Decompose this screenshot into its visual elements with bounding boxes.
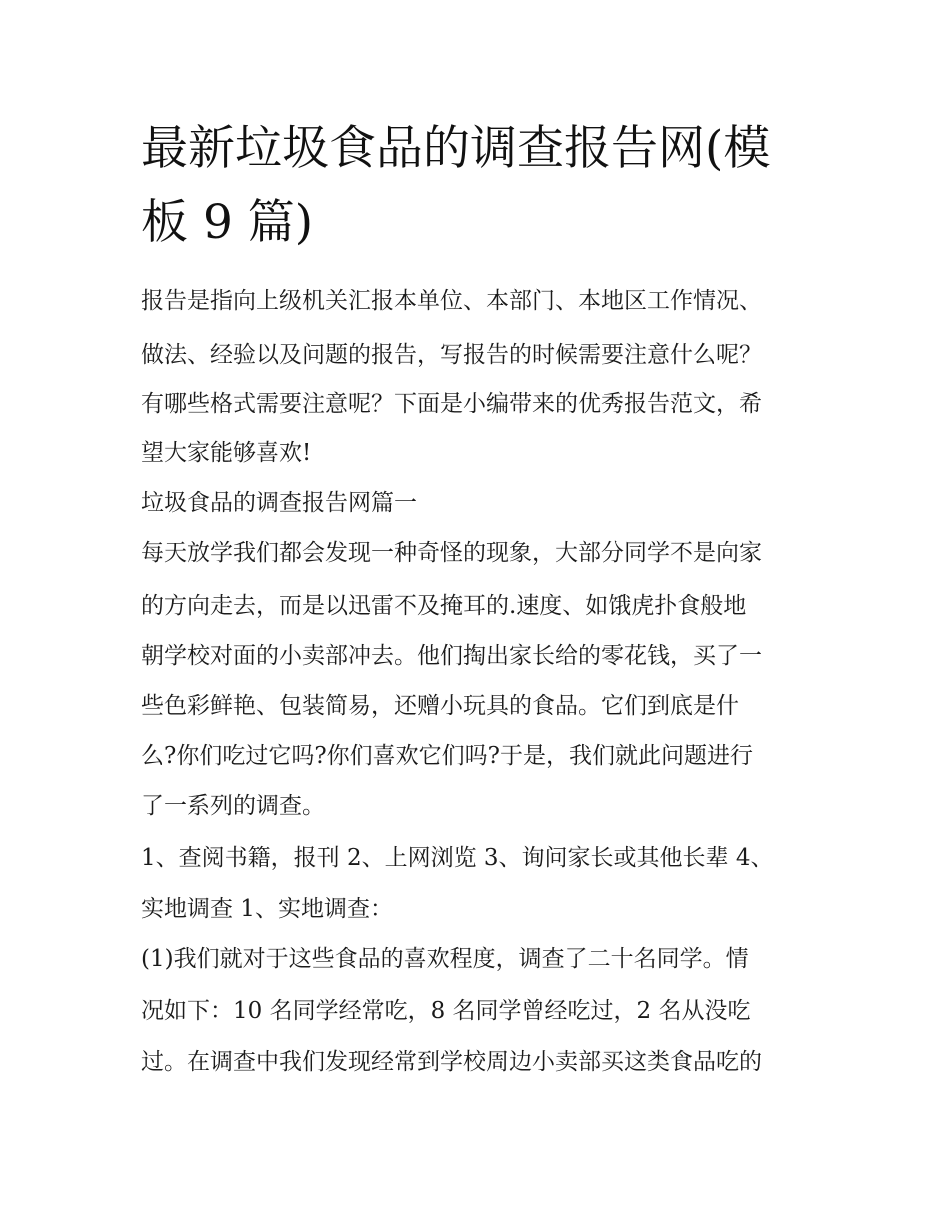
paragraph-line: 些色彩鲜艳、包装简易，还赠小玩具的食品。它们到底是什 [141,693,739,719]
paragraph-line: 况如下：10 名同学经常吃，8 名同学曾经吃过，2 名从没吃 [141,998,751,1024]
paragraph-line: 了一系列的调查。 [141,793,325,819]
document-title [141,112,821,260]
paragraph-line: 朝学校对面的小卖部冲去。他们掏出家长给的零花钱，买了一 [141,643,762,669]
paragraph-line: 的方向走去，而是以迅雷不及掩耳的.速度、如饿虎扑食般地 [141,593,747,619]
section-heading: 垃圾食品的调查报告网篇一 [141,490,417,516]
paragraph-line: 1、查阅书籍，报刊 2、上网浏览 3、询问家长或其他长辈 4、 [141,845,774,871]
intro-line: 望大家能够喜欢! [141,440,312,466]
title-line-2: 板 9 篇) [141,195,314,250]
intro-line: 做法、经验以及问题的报告，写报告的时候需要注意什么呢？ [141,342,762,368]
paragraph-line: 每天放学我们都会发现一种奇怪的现象，大部分同学不是向家 [141,540,762,566]
paragraph-line: 么?你们吃过它吗?你们喜欢它们吗?于是，我们就此问题进行 [141,743,753,769]
intro-line: 有哪些格式需要注意呢？下面是小编带来的优秀报告范文，希 [141,391,762,417]
paragraph-line: 过。在调查中我们发现经常到学校周边小卖部买这类食品吃的 [141,1049,762,1075]
intro-line: 报告是指向上级机关汇报本单位、本部门、本地区工作情况、 [141,288,762,314]
title-line-1: 最新垃圾食品的调查报告网(模 [141,121,771,176]
paragraph-line: (1)我们就对于这些食品的喜欢程度，调查了二十名同学。情 [141,946,749,972]
paragraph-line: 实地调查 1、实地调查： [141,896,393,922]
